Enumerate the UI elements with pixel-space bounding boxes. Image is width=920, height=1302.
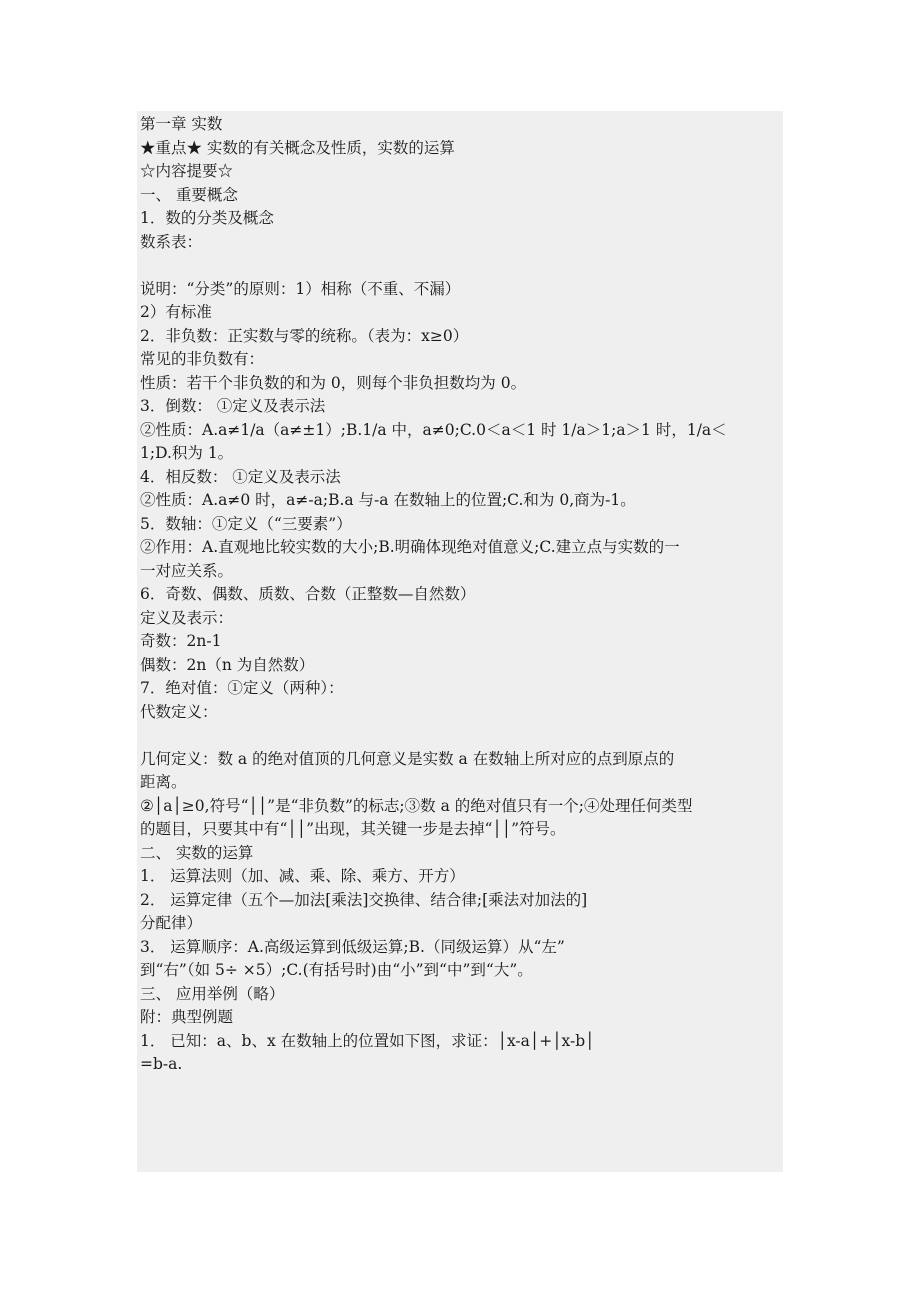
section-heading-2: 二、 实数的运算 [140, 843, 254, 862]
text-line: 奇数：2n-1 [140, 632, 222, 650]
text-line: ②作用：A.直观地比较实数的大小;B.明确体现绝对值意义;C.建立点与实数的一 [140, 538, 680, 556]
text-line: 说明：“分类”的原则：1）相称（不重、不漏） [140, 279, 461, 298]
text-line: 一对应关系。 [140, 561, 234, 580]
document-body [140, 113, 782, 1077]
text-line: 分配律） [140, 914, 203, 932]
section-heading-1: 一、 重要概念 [140, 185, 238, 204]
text-line: 7．绝对值：①定义（两种）： [140, 679, 344, 697]
text-line: 定义及表示： [140, 608, 234, 627]
key-points-line: ★重点★ 实数的有关概念及性质，实数的运算 [140, 138, 455, 157]
text-line: 2． 运算定律（五个—加法[乘法]交换律、结合律;[乘法对加法的] [140, 890, 588, 909]
text-line: 2）有标准 [140, 303, 212, 321]
text-line: 的题目，只要其中有“││”出现，其关键一步是去掉“││”符号。 [140, 820, 566, 838]
text-line: ②│a│≥0,符号“││”是“非负数”的标志;③数 a 的绝对值只有一个;④处理任何类型 [140, 796, 693, 815]
text-line: 距离。 [140, 773, 187, 791]
text-line: 附：典型例题 [140, 1008, 234, 1026]
text-line: 1． 已知：a、b、x 在数轴上的位置如下图，求证：│x-a│+│x-b│ [140, 1031, 595, 1050]
text-line: 1;D.积为 1。 [140, 444, 234, 462]
text-line: 到“右”（如 5÷ ×5）;C.(有括号时)由“小”到“中”到“大”。 [140, 961, 533, 979]
chapter-title: 第一章 实数 [140, 115, 223, 133]
text-line: 常见的非负数有： [140, 350, 265, 368]
text-line: 几何定义：数 a 的绝对值顶的几何意义是实数 a 在数轴上所对应的点到原点的 [140, 749, 675, 768]
text-line: 3．倒数： ①定义及表示法 [140, 397, 326, 415]
text-line: 性质：若干个非负数的和为 0，则每个非负担数均为 0。 [140, 373, 527, 392]
text-line: ②性质：A.a≠0 时，a≠-a;B.a 与-a 在数轴上的位置;C.和为 0,商为-1。 [140, 491, 636, 509]
text-line: 1． 运算法则（加、减、乘、除、乘方、开方） [140, 867, 465, 885]
text-line: ②性质：A.a≠1/a（a≠±1）;B.1/a 中，a≠0;C.0＜a＜1 时 1/a＞1;a＞1 时，1/a＜ [140, 420, 727, 439]
text-line: 代数定义： [140, 702, 218, 721]
text-line: =b-a. [140, 1055, 183, 1073]
text-line: 4．相反数： ①定义及表示法 [140, 467, 341, 486]
summary-heading: ☆内容提要☆ [140, 162, 234, 180]
text-line: 2．非负数：正实数与零的统称。（表为：x≥0） [140, 326, 469, 345]
section-heading-3: 三、 应用举例（略） [140, 984, 285, 1003]
text-line: 6．奇数、偶数、质数、合数（正整数—自然数） [140, 585, 476, 603]
text-line: 1．数的分类及概念 [140, 209, 274, 227]
text-line: 5．数轴：①定义（“三要素”） [140, 514, 352, 533]
text-line: 3． 运算顺序：A.高级运算到低级运算;B.（同级运算）从“左” [140, 937, 565, 956]
text-line: 偶数：2n（n 为自然数） [140, 655, 315, 674]
text-line: 数系表： [140, 232, 203, 251]
